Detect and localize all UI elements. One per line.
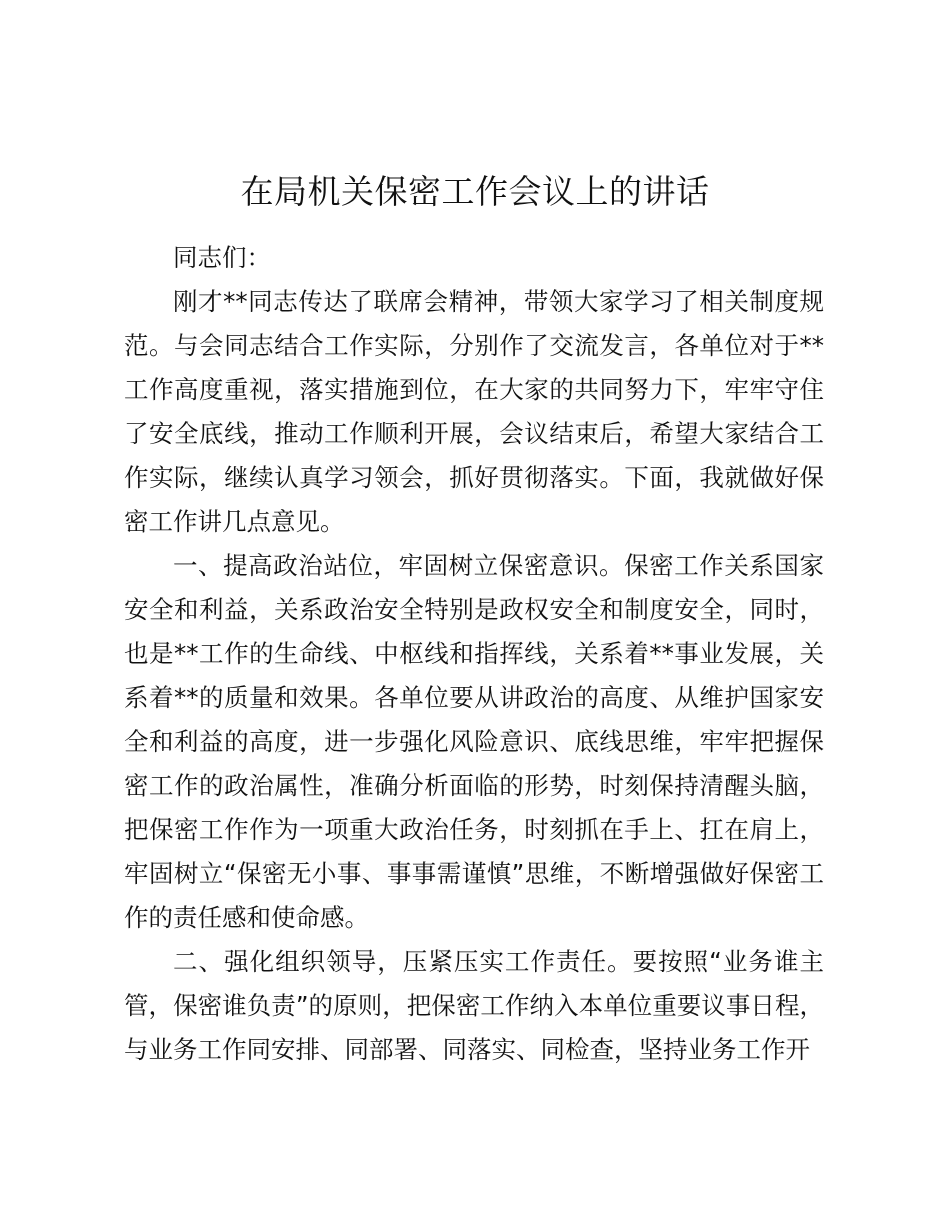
section-2-heading: 二、强化组织领导，压紧压实工作责任。 [173,947,633,976]
document-title: 在局机关保密工作会议上的讲话 [240,172,710,211]
section-1-heading: 一、提高政治站位，牢固树立保密意识。 [173,551,625,580]
section-2-text: 要按照“业务谁主管，保密谁负责”的原则，把保密工作纳入本单位重要议事日程，与业务工作同安排、同部署、同落实、同检查，坚持业务工作开 [124,947,824,1064]
paragraph-section-2 [124,940,824,1072]
section-1-text: 保密工作关系国家安全和利益，关系政治安全特别是政权安全和制度安全，同时，也是**工作的生命线、中枢线和指挥线，关系着**事业发展，关系着**的质量和效果。各单位要从讲政治的高度、从维护国家安全和利益的高度，进一步强化风险意识、底线思维，牢牢把握保密工作的政治属性，准确分析面临的形势，时刻保持清醒头脑，把保密工作作为一项重大政治任务，时刻抓在手上、扛在肩上，牢固树立“保密无小事、事事需谨慎”思维，不断增强做好保密工作的责任感和使命感。 [124,551,824,932]
paragraph-intro [124,280,824,544]
paragraph-section-1 [124,544,824,940]
document-body [124,236,824,1072]
paragraph-intro-text: 刚才**同志传达了联席会精神，带领大家学习了相关制度规范。与会同志结合工作实际，分别作了交流发言，各单位对于**工作高度重视，落实措施到位，在大家的共同努力下，牢牢守住了安全底线，推动工作顺利开展，会议结束后，希望大家结合工作实际，继续认真学习领会，抓好贯彻落实。下面，我就做好保密工作讲几点意见。 [124,287,824,536]
salutation: 同志们： [173,243,271,272]
